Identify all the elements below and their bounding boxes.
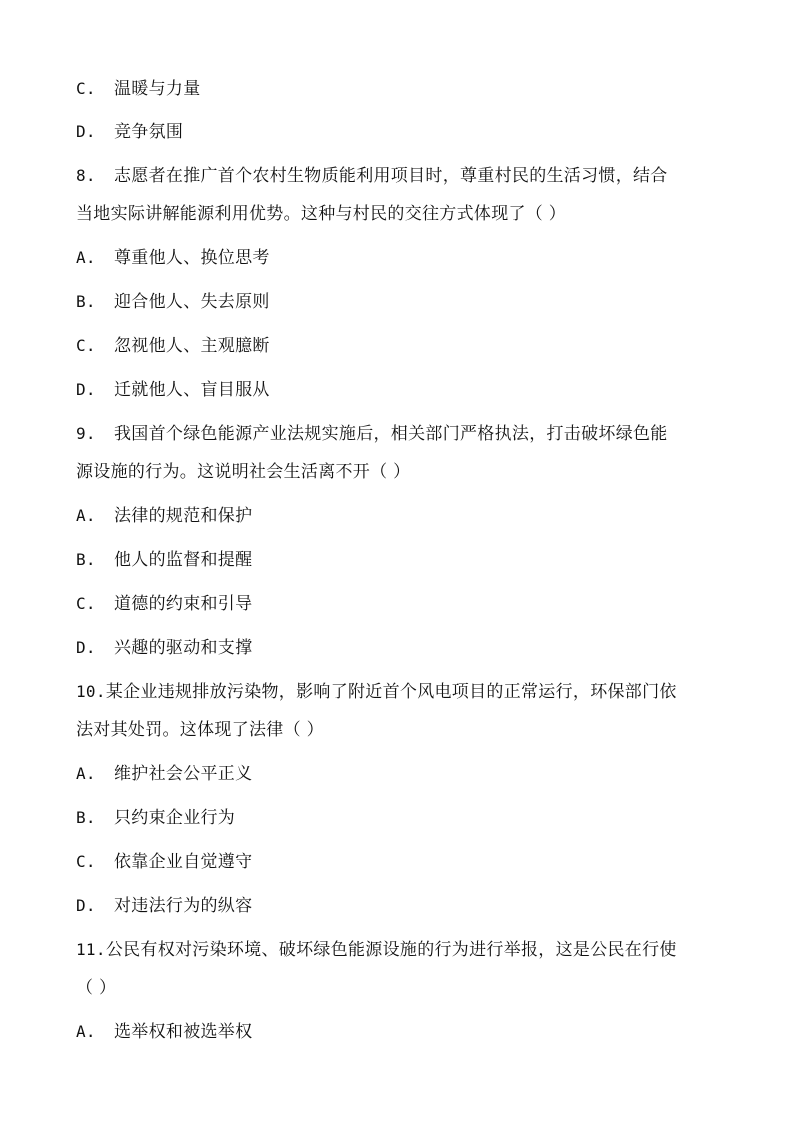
option-letter: B.	[76, 550, 96, 569]
q8-option-d	[76, 379, 270, 401]
q9-option-c	[76, 593, 252, 615]
option-letter: A.	[76, 1022, 96, 1041]
q11-stem-line2	[76, 977, 116, 999]
option-letter: B.	[76, 808, 96, 827]
option-text: 维护社会公平正义	[114, 764, 253, 784]
option-text: 迁就他人、盲目服从	[114, 380, 270, 400]
q7-option-d	[76, 121, 183, 143]
option-letter: A.	[76, 764, 96, 783]
q10-option-b	[76, 807, 235, 829]
question-number: 9.	[76, 424, 96, 443]
question-number: 10.	[76, 682, 106, 701]
q10-stem-line1	[76, 681, 677, 703]
question-stem: 源设施的行为。这说明社会生活离不开（ ）	[76, 462, 411, 482]
option-text: 他人的监督和提醒	[114, 550, 253, 570]
option-letter: A.	[76, 506, 96, 525]
q9-stem-line2	[76, 461, 410, 483]
option-text: 法律的规范和保护	[114, 506, 253, 526]
q9-option-a	[76, 505, 252, 527]
q10-option-d	[76, 895, 252, 917]
option-text: 尊重他人、换位思考	[114, 248, 270, 268]
question-stem: 某企业违规排放污染物，影响了附近首个风电项目的正常运行，环保部门依	[105, 682, 677, 702]
question-number: 8.	[76, 166, 96, 185]
q9-option-d	[76, 637, 252, 659]
question-stem: 公民有权对污染环境、破坏绿色能源设施的行为进行举报，这是公民在行使	[105, 940, 677, 960]
option-letter: C.	[76, 852, 96, 871]
option-text: 对违法行为的纵容	[114, 896, 253, 916]
q8-stem-line1	[76, 165, 668, 187]
option-text: 忽视他人、主观臆断	[114, 336, 270, 356]
option-text: 兴趣的驱动和支撑	[114, 638, 253, 658]
q10-option-a	[76, 763, 252, 785]
question-stem: 我国首个绿色能源产业法规实施后，相关部门严格执法，打击破坏绿色能	[114, 424, 668, 444]
option-letter: D.	[76, 638, 96, 657]
q8-stem-line2	[76, 203, 566, 225]
question-stem: 当地实际讲解能源利用优势。这种与村民的交往方式体现了（ ）	[76, 204, 567, 224]
q8-option-b	[76, 291, 270, 313]
option-text: 温暖与力量	[114, 79, 201, 99]
option-text: 道德的约束和引导	[114, 594, 253, 614]
question-stem: 志愿者在推广首个农村生物质能利用项目时，尊重村民的生活习惯，结合	[114, 166, 668, 186]
q10-stem-line2	[76, 719, 324, 741]
option-letter: C.	[76, 79, 96, 98]
q7-option-c	[76, 78, 201, 100]
option-text: 只约束企业行为	[114, 808, 236, 828]
q9-option-b	[76, 549, 252, 571]
option-letter: B.	[76, 292, 96, 311]
question-stem: 法对其处罚。这体现了法律（ ）	[76, 720, 324, 740]
option-text: 选举权和被选举权	[114, 1022, 253, 1042]
q8-option-c	[76, 335, 270, 357]
option-text: 竞争氛围	[114, 122, 184, 142]
option-letter: C.	[76, 594, 96, 613]
option-letter: C.	[76, 336, 96, 355]
option-letter: A.	[76, 248, 96, 267]
option-text: 依靠企业自觉遵守	[114, 852, 253, 872]
option-letter: D.	[76, 122, 96, 141]
question-stem: （ ）	[76, 978, 117, 998]
q11-option-a	[76, 1021, 252, 1043]
q11-stem-line1	[76, 939, 677, 961]
option-text: 迎合他人、失去原则	[114, 292, 270, 312]
question-number: 11.	[76, 940, 106, 959]
q9-stem-line1	[76, 423, 668, 445]
q10-option-c	[76, 851, 252, 873]
q8-option-a	[76, 247, 270, 269]
option-letter: D.	[76, 896, 96, 915]
option-letter: D.	[76, 380, 96, 399]
